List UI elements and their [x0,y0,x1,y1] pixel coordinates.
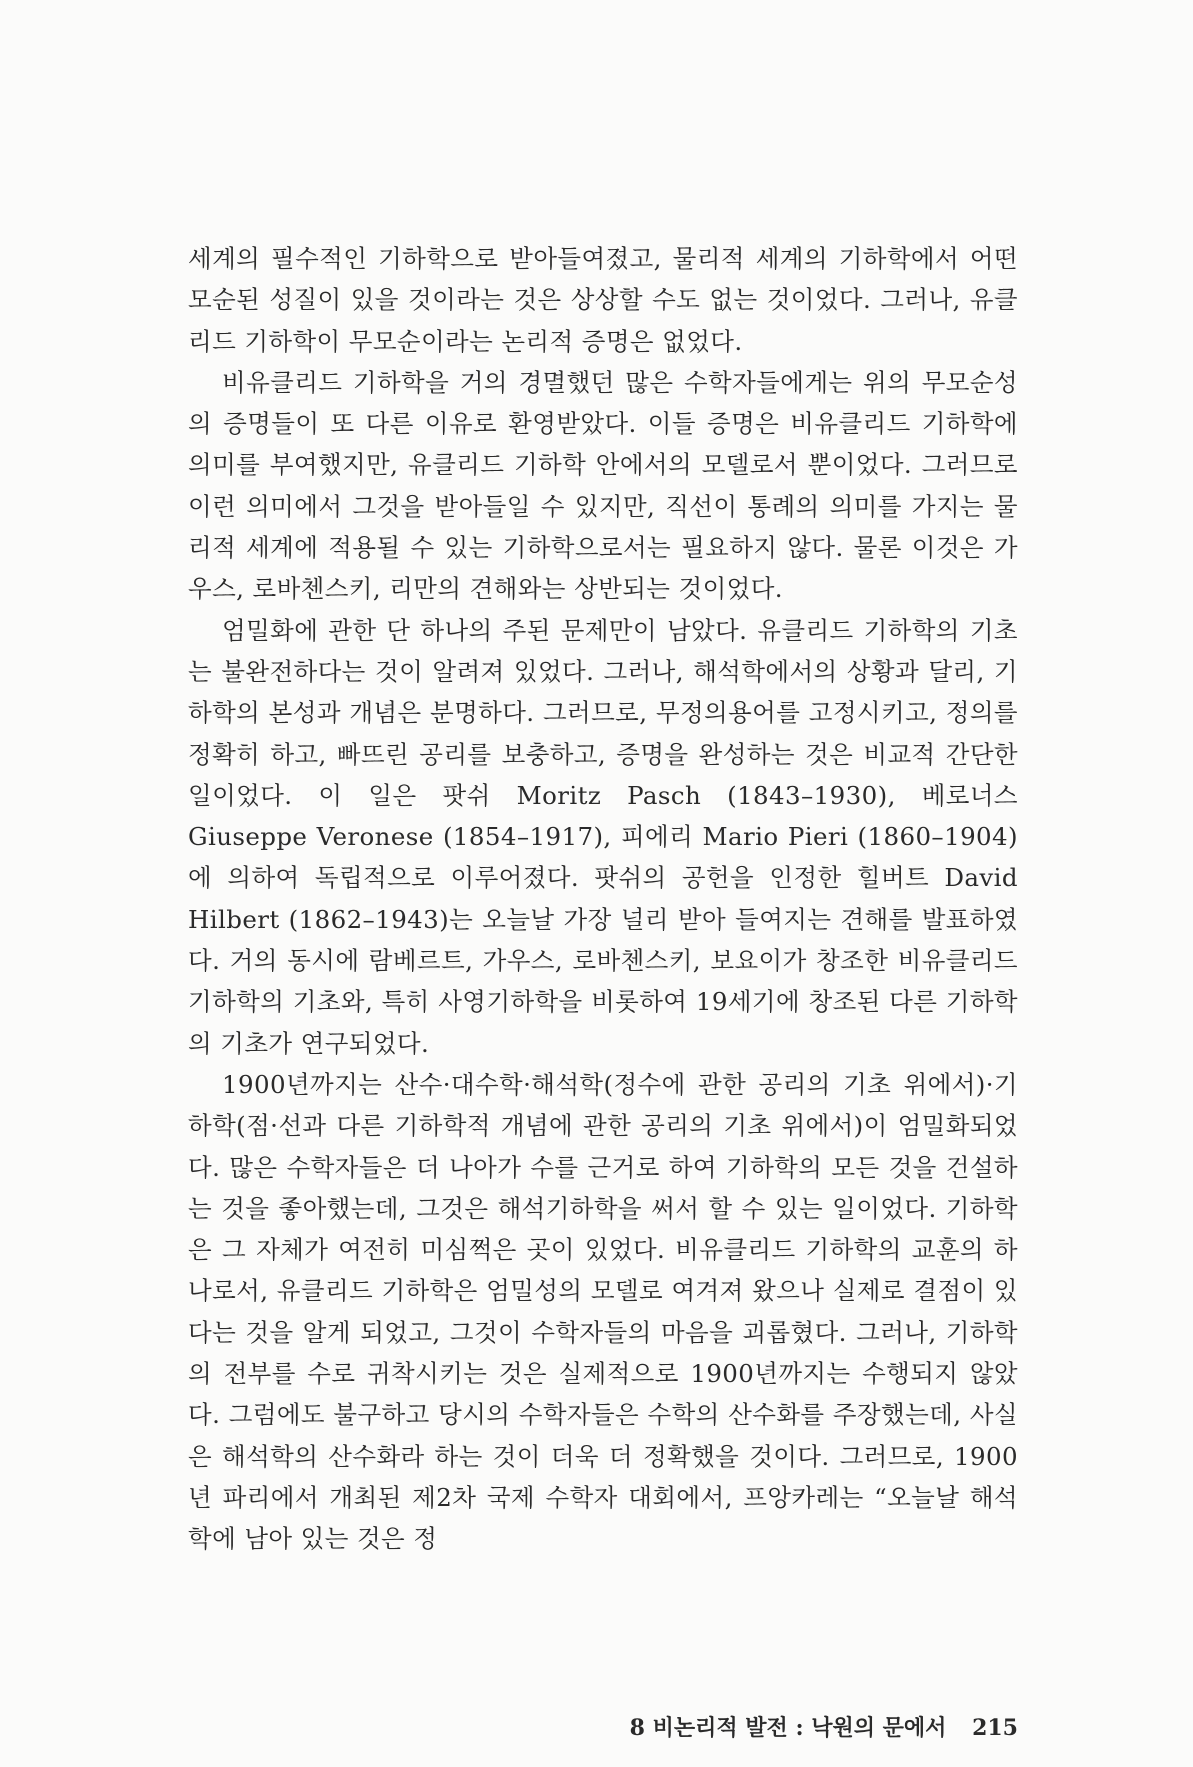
page-footer [188,1711,1018,1742]
paragraph-continuation: 세계의 필수적인 기하학으로 받아들여졌고, 물리적 세계의 기하학에서 어떤 모순된 성질이 있을 것이라는 것은 상상할 수도 없는 것이었다. 그러나, 유클리드 기하학이 무모순이라는 논리적 증명은 없었다. [188,244,1018,356]
paragraph: 비유클리드 기하학을 거의 경멸했던 많은 수학자들에게는 위의 무모순성의 증명들이 또 다른 이유로 환영받았다. 이들 증명은 비유클리드 기하학에 의미를 부여했지만, 유클리드 기하학 안에서의 모델로서 뿐이었다. 그러므로 이런 의미에서 그것을 받아들일 수 있지만, 직선이 통례의 의미를 가지는 물리적 세계에 적용될 수 있는 기하학으로서는 필요하지 않다. 물론 이것은 가우스, 로바첸스키, 리만의 견해와는 상반되는 것이었다. [188,367,1018,604]
running-chapter-title: 8 비논리적 발전 : 낙원의 문에서 [629,1715,947,1741]
paragraph: 엄밀화에 관한 단 하나의 주된 문제만이 남았다. 유클리드 기하학의 기초는 불완전하다는 것이 알려져 있었다. 그러나, 해석학에서의 상황과 달리, 기하학의 본성과 개념은 분명하다. 그러므로, 무정의용어를 고정시키고, 정의를 정확히 하고, 빠뜨린 공리를 보충하고, 증명을 완성하는 것은 비교적 간단한 일이었다. 이 일은 팟쉬 Moritz Pasch (1843–1930), 베로너스 Giuseppe Veronese (1854–1917), 피에리 Mario Pieri (1860–1904)에 의하여 독립적으로 이루어졌다. 팟쉬의 공헌을 인정한 힐버트 David Hilbert (1862–1943)는 오늘날 가장 널리 받아 들여지는 견해를 발표하였다. 거의 동시에 람베르트, 가우스, 로바첸스키, 보요이가 창조한 비유클리드 기하학의 기초와, 특히 사영기하학을 비롯하여 19세기에 창조된 다른 기하학의 기초가 연구되었다. [188,615,1018,1058]
paragraph: 1900년까지는 산수·대수학·해석학(정수에 관한 공리의 기초 위에서)·기하학(점·선과 다른 기하학적 개념에 관한 공리의 기초 위에서)이 엄밀화되었다. 많은 수학자들은 더 나아가 수를 근거로 하여 기하학의 모든 것을 건설하는 것을 좋아했는데, 그것은 해석기하학을 써서 할 수 있는 일이었다. 기하학은 그 자체가 여전히 미심쩍은 곳이 있었다. 비유클리드 기하학의 교훈의 하나로서, 유클리드 기하학은 엄밀성의 모델로 여겨져 왔으나 실제로 결점이 있다는 것을 알게 되었고, 그것이 수학자들의 마음을 괴롭혔다. 그러나, 기하학의 전부를 수로 귀착시키는 것은 실제적으로 1900년까지는 수행되지 않았다. 그럼에도 불구하고 당시의 수학자들은 수학의 산수화를 주장했는데, 사실은 해석학의 산수화라 하는 것이 더욱 더 정확했을 것이다. 그러므로, 1900년 파리에서 개최된 제2차 국제 수학자 대회에서, 프앙카레는 “오늘날 해석학에 남아 있는 것은 정 [188,1069,1018,1554]
page-number: 215 [972,1715,1018,1741]
body-text [188,238,1018,1560]
